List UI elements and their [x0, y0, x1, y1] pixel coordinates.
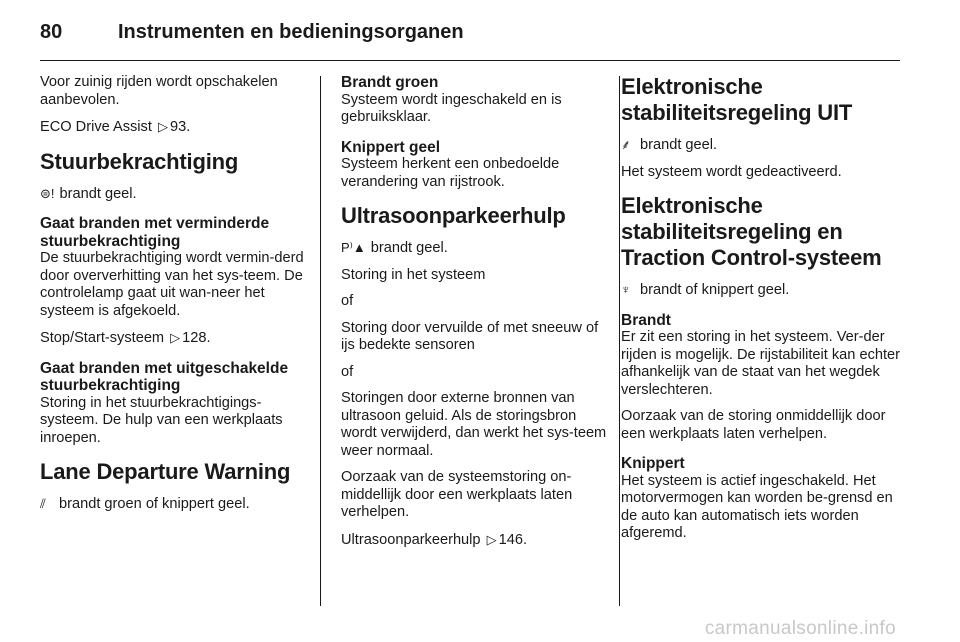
of-text-1: of — [341, 293, 354, 309]
column-3 — [621, 74, 903, 552]
heading-lane-departure: Lane Departure Warning — [40, 459, 291, 484]
eco-ref-label: ECO Drive Assist — [40, 119, 152, 135]
storing-text: Storing in het systeem — [341, 266, 486, 283]
esp-uit-status-line — [621, 136, 903, 155]
stuur-status: brandt geel. — [59, 185, 137, 202]
esp-tc-status-line — [621, 281, 903, 300]
oorzaak-text: Oorzaak van de storing onmiddellijk door een werkplaats laten verhelpen. — [621, 408, 886, 442]
heading-knippert: Knippert — [621, 455, 685, 472]
header-rule — [40, 60, 900, 61]
column-divider-1 — [320, 76, 321, 606]
page-ref-arrow-icon: ▷ — [170, 330, 181, 345]
heading-knippert-geel: Knippert geel — [341, 138, 441, 156]
knippert-text: Het systeem is actief ingeschakeld. Het motorvermogen kan worden be-grensd en de auto kan automatisch iets worden afgeremd. — [621, 472, 893, 541]
verminderd-text: De stuurbekrachtiging wordt vermin-derd door oververhitting van het sys-teem. De controlelamp gaat uit wan-neer het systeem is afgekoeld. — [40, 250, 304, 319]
esp-uit-text: Het systeem wordt gedeactiveerd. — [621, 163, 842, 180]
page-title: Instrumenten en bedieningsorganen — [118, 20, 464, 43]
lane-status-line — [40, 495, 308, 514]
ultra-status-line — [341, 239, 609, 258]
startstop-reference — [40, 329, 308, 348]
ultra-ref-link[interactable]: 146. — [498, 531, 528, 548]
heading-brandt-groen: Brandt groen — [341, 74, 439, 91]
uitgeschakeld-text: Storing in het stuurbekrachtigings-systeem. De hulp van een werkplaats inroepen. — [40, 394, 283, 446]
page-ref-arrow-icon: ▷ — [486, 531, 497, 547]
heading-esp-tc: Elektronische stabiliteitsregeling en Traction Control-systeem — [621, 193, 882, 270]
page-ref-arrow-icon: ▷ — [157, 119, 168, 134]
brandt-text: Er zit een storing in het systeem. Ver-der rijden is mogelijk. De rijstabiliteit kan echter afhankelijk van de staat van het wegdek verslechteren. — [621, 329, 901, 398]
column-divider-2 — [619, 76, 620, 606]
vervuild-text: Storing door vervuilde of met sneeuw of ijs bedekte sensoren — [341, 319, 599, 353]
esp-skid-icon: ♆ — [621, 282, 631, 297]
esp-tc-status: brandt of knippert geel. — [640, 282, 790, 298]
knippert-text: Systeem herkent een onbedoelde verandering van rijstrook. — [341, 156, 560, 190]
column-1 — [40, 74, 308, 523]
startstop-ref-label: Stop/Start-systeem — [40, 330, 165, 346]
watermark: carmanualsonline.info — [704, 618, 896, 639]
eco-reference — [40, 118, 308, 137]
ultra-status: brandt geel. — [370, 240, 448, 256]
ultra-ref-label: Ultrasoonparkeerhulp — [341, 531, 481, 548]
startstop-ref-link[interactable]: 128. — [182, 330, 211, 346]
oorzaak-text: Oorzaak van de systeemstoring on-middellijk door een werkplaats laten verhelpen. — [341, 469, 573, 520]
eco-ref-link[interactable]: 93. — [169, 119, 191, 135]
intro-text: Voor zuinig rijden wordt opschakelen aanbevolen. — [40, 74, 278, 108]
page-number: 80 — [40, 20, 63, 43]
heading-ultrasoonparkeerhulp: Ultrasoonparkeerhulp — [341, 203, 566, 228]
lane-departure-icon: ⫽ — [40, 496, 46, 511]
ultra-reference — [341, 531, 609, 550]
power-steering-icon: ⊜! — [40, 185, 55, 201]
heading-uitgeschakeld: Gaat branden met uitgeschakelde stuurbekrachtiging — [40, 359, 289, 394]
of-text-2: of — [341, 363, 354, 380]
heading-stuurbekrachtiging: Stuurbekrachtiging — [40, 148, 239, 174]
heading-esp-uit: Elektronische stabiliteitsregeling UIT — [621, 74, 853, 125]
column-2 — [341, 74, 609, 558]
heading-verminderd: Gaat branden met verminderde stuurbekrachtiging — [40, 215, 270, 250]
lane-status: brandt groen of knippert geel. — [59, 496, 250, 512]
page-header — [40, 14, 900, 50]
parking-sensor-icon: P⁾▲ — [341, 240, 366, 255]
heading-brandt: Brandt — [621, 311, 671, 329]
esp-uit-status: brandt geel. — [640, 137, 718, 153]
stuur-status-line — [40, 185, 308, 204]
esp-off-icon: ⸙ — [621, 137, 631, 152]
extern-text: Storingen door externe bronnen van ultrasoon geluid. Als de storingsbron wordt verwijderd, dan werkt het sys-teem weer normaal. — [341, 390, 607, 459]
groen-text: Systeem wordt ingeschakeld en is gebruiksklaar. — [341, 91, 562, 125]
